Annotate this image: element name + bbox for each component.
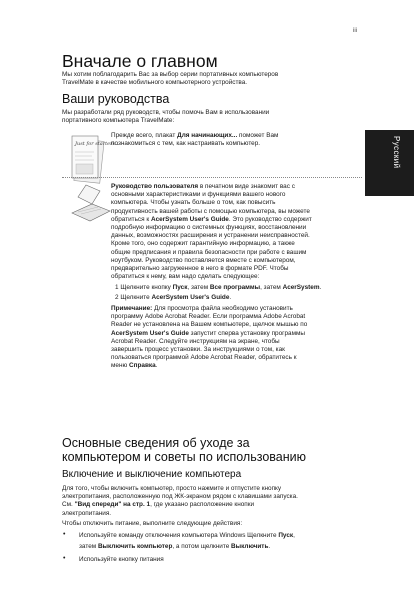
page-number: iii	[353, 28, 357, 34]
power-line: См. "Вид спереди" на стр. 1, где указано расположение кнопки	[62, 501, 255, 509]
manual-line: ноутбуком. Руководство поставляется вместе с компьютером,	[111, 256, 296, 264]
poster-art-text: Just for starters...	[75, 141, 120, 147]
bullet-icon: •	[63, 555, 66, 562]
guides-heading: Ваши руководства	[62, 92, 170, 106]
bullet-line: Используйте команду отключения компьютера Windows Щелкните Пуск,	[79, 532, 295, 539]
manual-line: Руководство пользователя в печатном виде знакомит вас с	[111, 183, 295, 190]
power-line: электропитания.	[62, 509, 112, 517]
guides-intro-line: портативного компьютера TravelMate:	[62, 117, 175, 124]
bullet-icon: •	[63, 531, 66, 538]
manual-line: обратиться к нему, вам надо сделать следующее:	[111, 273, 260, 281]
note-line: Reader не установлена на Вашем компьютере, щелчок мышью по	[111, 321, 308, 329]
power-heading: Включение и выключение компьютера	[62, 469, 242, 480]
power-off-intro: Чтобы отключить питание, выполните следующие действия:	[62, 520, 243, 527]
intro-line: TravelMate в качестве мобильного компьютерного устройства.	[62, 79, 248, 86]
page-title: Вначале о главном	[62, 51, 218, 71]
step-line: 2 Щелкните AcerSystem User's Guide.	[115, 294, 232, 302]
power-line: электропитания, расположенную под ЖК-экраном рядом с клавишами запуска.	[62, 493, 298, 501]
bullet-line: затем Выключить компьютер, а потом щелкните Выключить.	[79, 543, 271, 550]
note-line: меню Справка.	[111, 362, 158, 370]
intro-line: Мы хотим поблагодарить Вас за выбор серии портативных компьютеров	[62, 71, 279, 78]
language-side-tab-label: Русский	[392, 136, 401, 169]
section-divider	[62, 177, 362, 178]
manual-line: основными характеристиками и функциями вашего нового	[111, 191, 286, 199]
manual-line: общие предписания и правила безопасности при работе с вашим	[111, 248, 307, 256]
note-line: завершить процесс установки. За инструкциями о том, как	[111, 346, 285, 353]
laptop-illustration	[68, 187, 112, 223]
manual-line: продуктивность вашей работы с помощью компьютера, вы можете	[111, 207, 310, 215]
poster-description-line: Прежде всего, плакат Для начинающих... поможет Вам	[111, 132, 279, 139]
manual-line: подробную информацию о системных функциях, восстановлении	[111, 224, 307, 231]
language-side-tab	[365, 130, 414, 196]
note-line: программу Adobe Acrobat Reader. Если программа Adobe Acrobat	[111, 313, 306, 321]
note-line: Примечание: Для просмотра файла необходимо установить	[111, 305, 293, 312]
manual-line: обратиться к AcerSystem User's Guide. Это руководство содержит	[111, 215, 312, 223]
poster-description-line: познакомиться с тем, как настраивать компьютер.	[111, 140, 261, 147]
note-line: AcerSystem User's Guide запустит сперва установку программы	[111, 329, 305, 337]
manual-line: предварительно загруженное в него в формате PDF. Чтобы	[111, 265, 289, 272]
note-line: пользоваться программой Adobe Acrobat Reader, обратитесь к	[111, 354, 297, 362]
care-heading: Основные сведения об уходе за компьютером и советы по использованию	[62, 436, 306, 464]
manual-line: Кроме того, оно содержит гарантийную информацию, а также	[111, 240, 295, 248]
guides-intro-line: Мы разработали ряд руководств, чтобы помочь Вам в использовании	[62, 109, 270, 116]
note-line: Acrobat Reader. Следуйте инструкциям на экране, чтобы	[111, 337, 280, 345]
manual-line: компьютера. Чтобы узнать больше о том, как повысить	[111, 199, 276, 207]
power-line: Для того, чтобы включить компьютер, просто нажмите и отпустите кнопку	[62, 485, 282, 492]
manual-line: данных, возможностях расширения и устранении неисправностей.	[111, 232, 310, 240]
bullet-line: Используйте кнопку питания	[79, 556, 164, 563]
step-line: 1 Щелкните кнопку Пуск, затем Все программы, затем AcerSystem.	[115, 284, 322, 291]
